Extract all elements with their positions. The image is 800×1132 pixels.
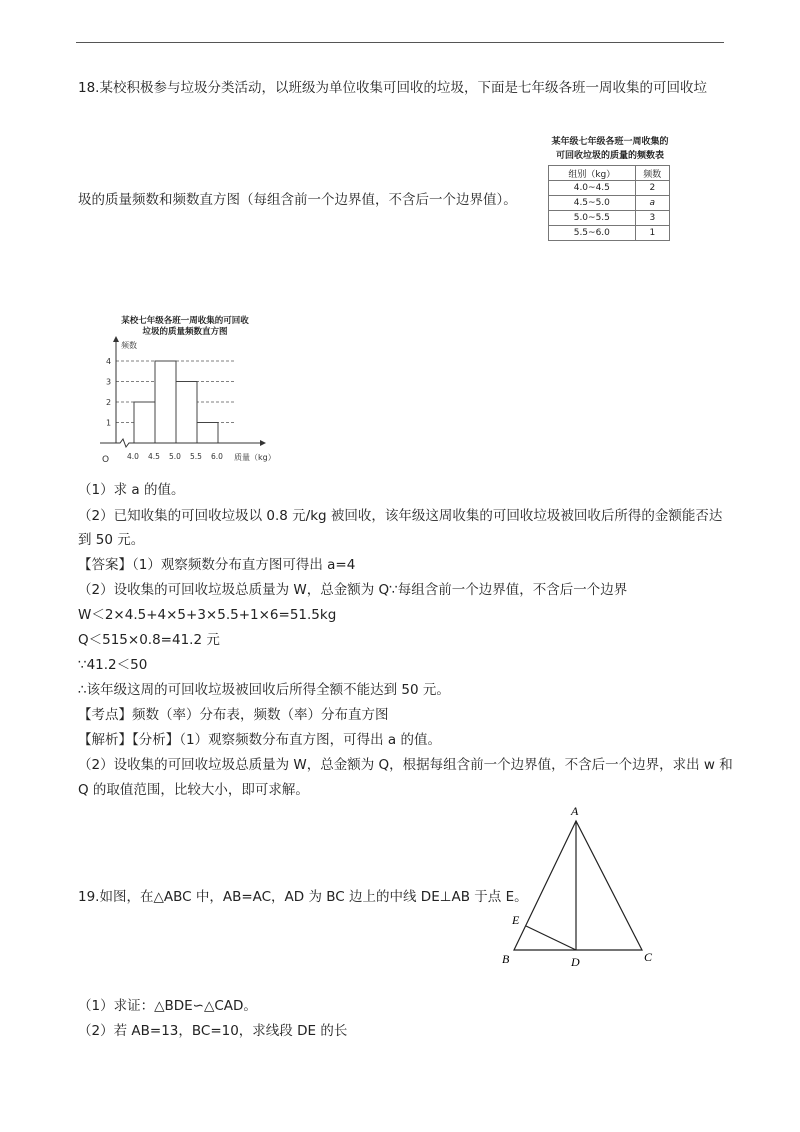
table-cell: 4.5~5.0 — [549, 196, 636, 211]
q18-stem-line2: 圾的质量频数和频数直方图（每组含前一个边界值，不含后一个边界值）。 — [78, 192, 517, 208]
table-cell: 5.0~5.5 — [549, 211, 636, 226]
answer-line5: ∵41.2＜50 — [78, 657, 148, 673]
table-row — [549, 211, 670, 226]
answer-line3: W＜2×4.5+4×5+3×5.5+1×6=51.5kg — [78, 607, 337, 623]
kaodian: 【考点】频数（率）分布表，频数（率）分布直方图 — [78, 707, 389, 723]
table-header: 频数 — [635, 166, 669, 181]
table-cell: 5.5~6.0 — [549, 226, 636, 241]
q18-subq1: （1）求 a 的值。 — [78, 482, 185, 498]
vertex-label-c: C — [644, 950, 653, 964]
point-label-d: D — [571, 955, 580, 969]
point-label-e: E — [512, 913, 520, 927]
header-rule — [76, 42, 724, 43]
y-axis-label: 频数 — [121, 341, 137, 350]
q18-subq2-line1: （2）已知收集的可回收垃圾以 0.8 元/kg 被回收，该年级这周收集的可回收垃圾被回收后所得的金额能否达 — [78, 508, 723, 524]
origin-label: O — [102, 455, 110, 465]
x-tick-label: 6.0 — [211, 452, 223, 461]
vertex-label-a: A — [571, 804, 579, 818]
histogram-bar — [176, 382, 197, 444]
histogram-title-line1: 某校七年级各班一周收集的可回收 — [121, 316, 249, 326]
histogram-bar — [197, 423, 218, 444]
y-tick-labels — [106, 357, 111, 428]
triangle-figure — [492, 800, 672, 975]
answer-line2: （2）设收集的可回收垃圾总质量为 W，总金额为 Q∵每组含前一个边界值，不含后一个边界 — [78, 582, 628, 598]
table-caption-line2: 可回收垃圾的质量的频数表 — [555, 151, 664, 161]
histogram-title-line2: 垃圾的质量频数直方图 — [142, 327, 228, 337]
x-tick-label: 5.5 — [190, 452, 202, 461]
q19-subq1: （1）求证：△BDE∽△CAD。 — [78, 998, 257, 1014]
y-tick-label: 1 — [106, 418, 112, 428]
vertex-label-b: B — [502, 952, 510, 966]
q18-subq2-line2: 到 50 元。 — [78, 532, 145, 548]
q19-stem: 19.如图，在△ABC 中，AB=AC，AD 为 BC 边上的中线 DE⊥AB 于点 E。 — [78, 889, 528, 905]
x-tick-label: 5.0 — [169, 452, 181, 461]
x-tick-labels — [127, 452, 223, 461]
y-axis-arrow — [113, 336, 119, 342]
answer-line6: ∴该年级这周的可回收垃圾被回收后所得全额不能达到 50 元。 — [78, 682, 450, 698]
table-cell: 1 — [635, 226, 669, 241]
jiexi-line2: （2）设收集的可回收垃圾总质量为 W，总金额为 Q，根据每组含前一个边界值，不含后一个边界，求出 w 和 — [78, 757, 733, 773]
table-cell: 4.0~4.5 — [549, 181, 636, 196]
y-tick-label: 4 — [106, 357, 112, 366]
segment-de — [526, 926, 576, 950]
answer-line4: Q＜515×0.8=41.2 元 — [78, 632, 220, 648]
histogram-bars — [134, 361, 218, 443]
frequency-table-grid — [548, 165, 670, 241]
y-tick-label: 3 — [106, 377, 112, 387]
x-tick-label: 4.5 — [148, 452, 160, 461]
table-caption-line1: 某年级七年级各班一周收集的 — [551, 137, 669, 147]
table-row — [549, 196, 670, 211]
frequency-table — [548, 135, 672, 241]
q19-subq2: （2）若 AB=13，BC=10，求线段 DE 的长 — [78, 1023, 348, 1039]
histogram-chart — [86, 312, 286, 472]
answer-line1: 【答案】（1）观察频数分布直方图可得出 a=4 — [78, 557, 356, 573]
histogram-bar — [155, 361, 176, 443]
table-cell: a — [635, 196, 669, 211]
q18-stem-line1: 18.某校积极参与垃圾分类活动，以班级为单位收集可回收的垃圾，下面是七年级各班一周收集的可回收垃 — [78, 80, 707, 96]
jiexi-line1: 【解析】【分析】（1）观察频数分布直方图，可得出 a 的值。 — [78, 732, 441, 748]
table-cell: 3 — [635, 211, 669, 226]
x-tick-label: 4.0 — [127, 452, 139, 461]
triangle-abc — [514, 821, 642, 950]
table-header: 组别（kg） — [549, 166, 636, 181]
table-row — [549, 181, 670, 196]
x-axis-label: 质量（kg） — [234, 453, 276, 462]
table-row — [549, 226, 670, 241]
jiexi-line3: Q 的取值范围，比较大小，即可求解。 — [78, 782, 309, 798]
table-cell: 2 — [635, 181, 669, 196]
histogram-bar — [134, 402, 155, 443]
y-tick-label: 2 — [106, 398, 112, 407]
x-axis-arrow — [260, 440, 266, 446]
